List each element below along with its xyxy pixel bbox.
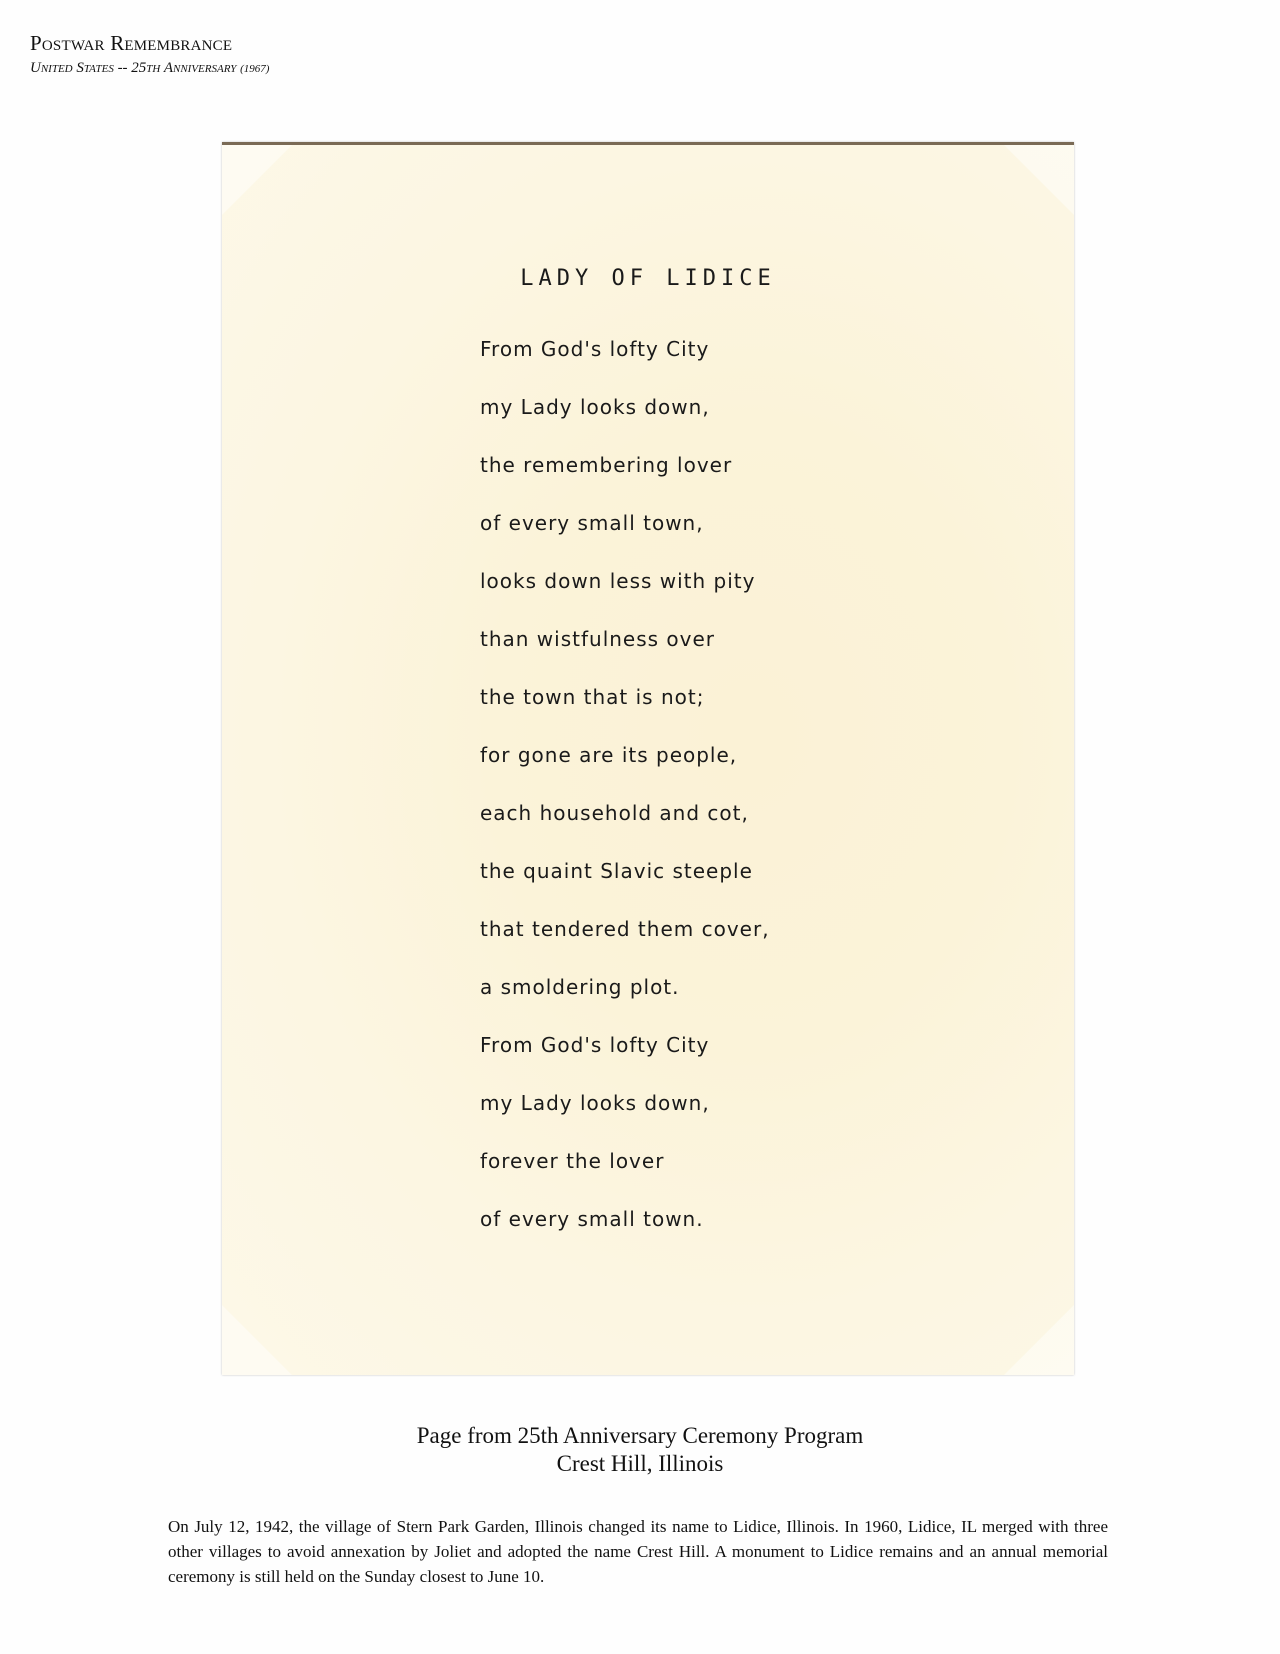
- poem-line: than wistfulness over: [480, 627, 716, 651]
- poem-line: of every small town,: [480, 511, 704, 535]
- poem-title: LADY OF LIDICE: [520, 266, 776, 291]
- poem-line: my Lady looks down,: [480, 395, 710, 419]
- poem-line: the town that is not;: [480, 685, 705, 709]
- poem-line: From God's lofty City: [480, 1033, 710, 1057]
- poem-line: of every small town.: [480, 1207, 704, 1231]
- photo-corner-bottom-left: [222, 1305, 292, 1375]
- poem-lines: [480, 335, 770, 1263]
- photo-corner-top-right: [1004, 145, 1074, 215]
- poem-line: From God's lofty City: [480, 337, 710, 361]
- historical-note: On July 12, 1942, the village of Stern Park Garden, Illinois changed its name to Lidice, Illinois. In 1960, Lidice, IL merged with three other villages to avoid annexation by Joliet and adopted the name Crest Hill. A monument to Lidice remains and an annual memorial ceremony is still held on the Sunday closest to June 10.: [168, 1517, 1108, 1586]
- caption-line-2: Crest Hill, Illinois: [556, 1451, 724, 1476]
- program-page: [222, 142, 1074, 1375]
- poem-line: my Lady looks down,: [480, 1091, 710, 1115]
- poem-line: a smoldering plot.: [480, 975, 680, 999]
- poem-line: the quaint Slavic steeple: [480, 859, 753, 883]
- photo-corner-top-left: [222, 145, 292, 215]
- caption: [0, 1422, 1280, 1478]
- caption-line-1: Page from 25th Anniversary Ceremony Program: [416, 1423, 864, 1448]
- header-subtitle: [30, 58, 269, 79]
- poem-line: for gone are its people,: [480, 743, 738, 767]
- header-subtitle-text: United States -- 25th Anniversary: [30, 60, 237, 76]
- poem-line: the remembering lover: [480, 453, 733, 477]
- poem-line: looks down less with pity: [480, 569, 756, 593]
- poem-line: that tendered them cover,: [480, 917, 770, 941]
- header-subtitle-year: (1967): [240, 63, 270, 75]
- header-title: Postwar Remembrance: [30, 31, 233, 55]
- photo-corner-bottom-right: [1004, 1305, 1074, 1375]
- poem-line: forever the lover: [480, 1149, 665, 1173]
- page-header: [30, 30, 269, 79]
- poem-line: each household and cot,: [480, 801, 749, 825]
